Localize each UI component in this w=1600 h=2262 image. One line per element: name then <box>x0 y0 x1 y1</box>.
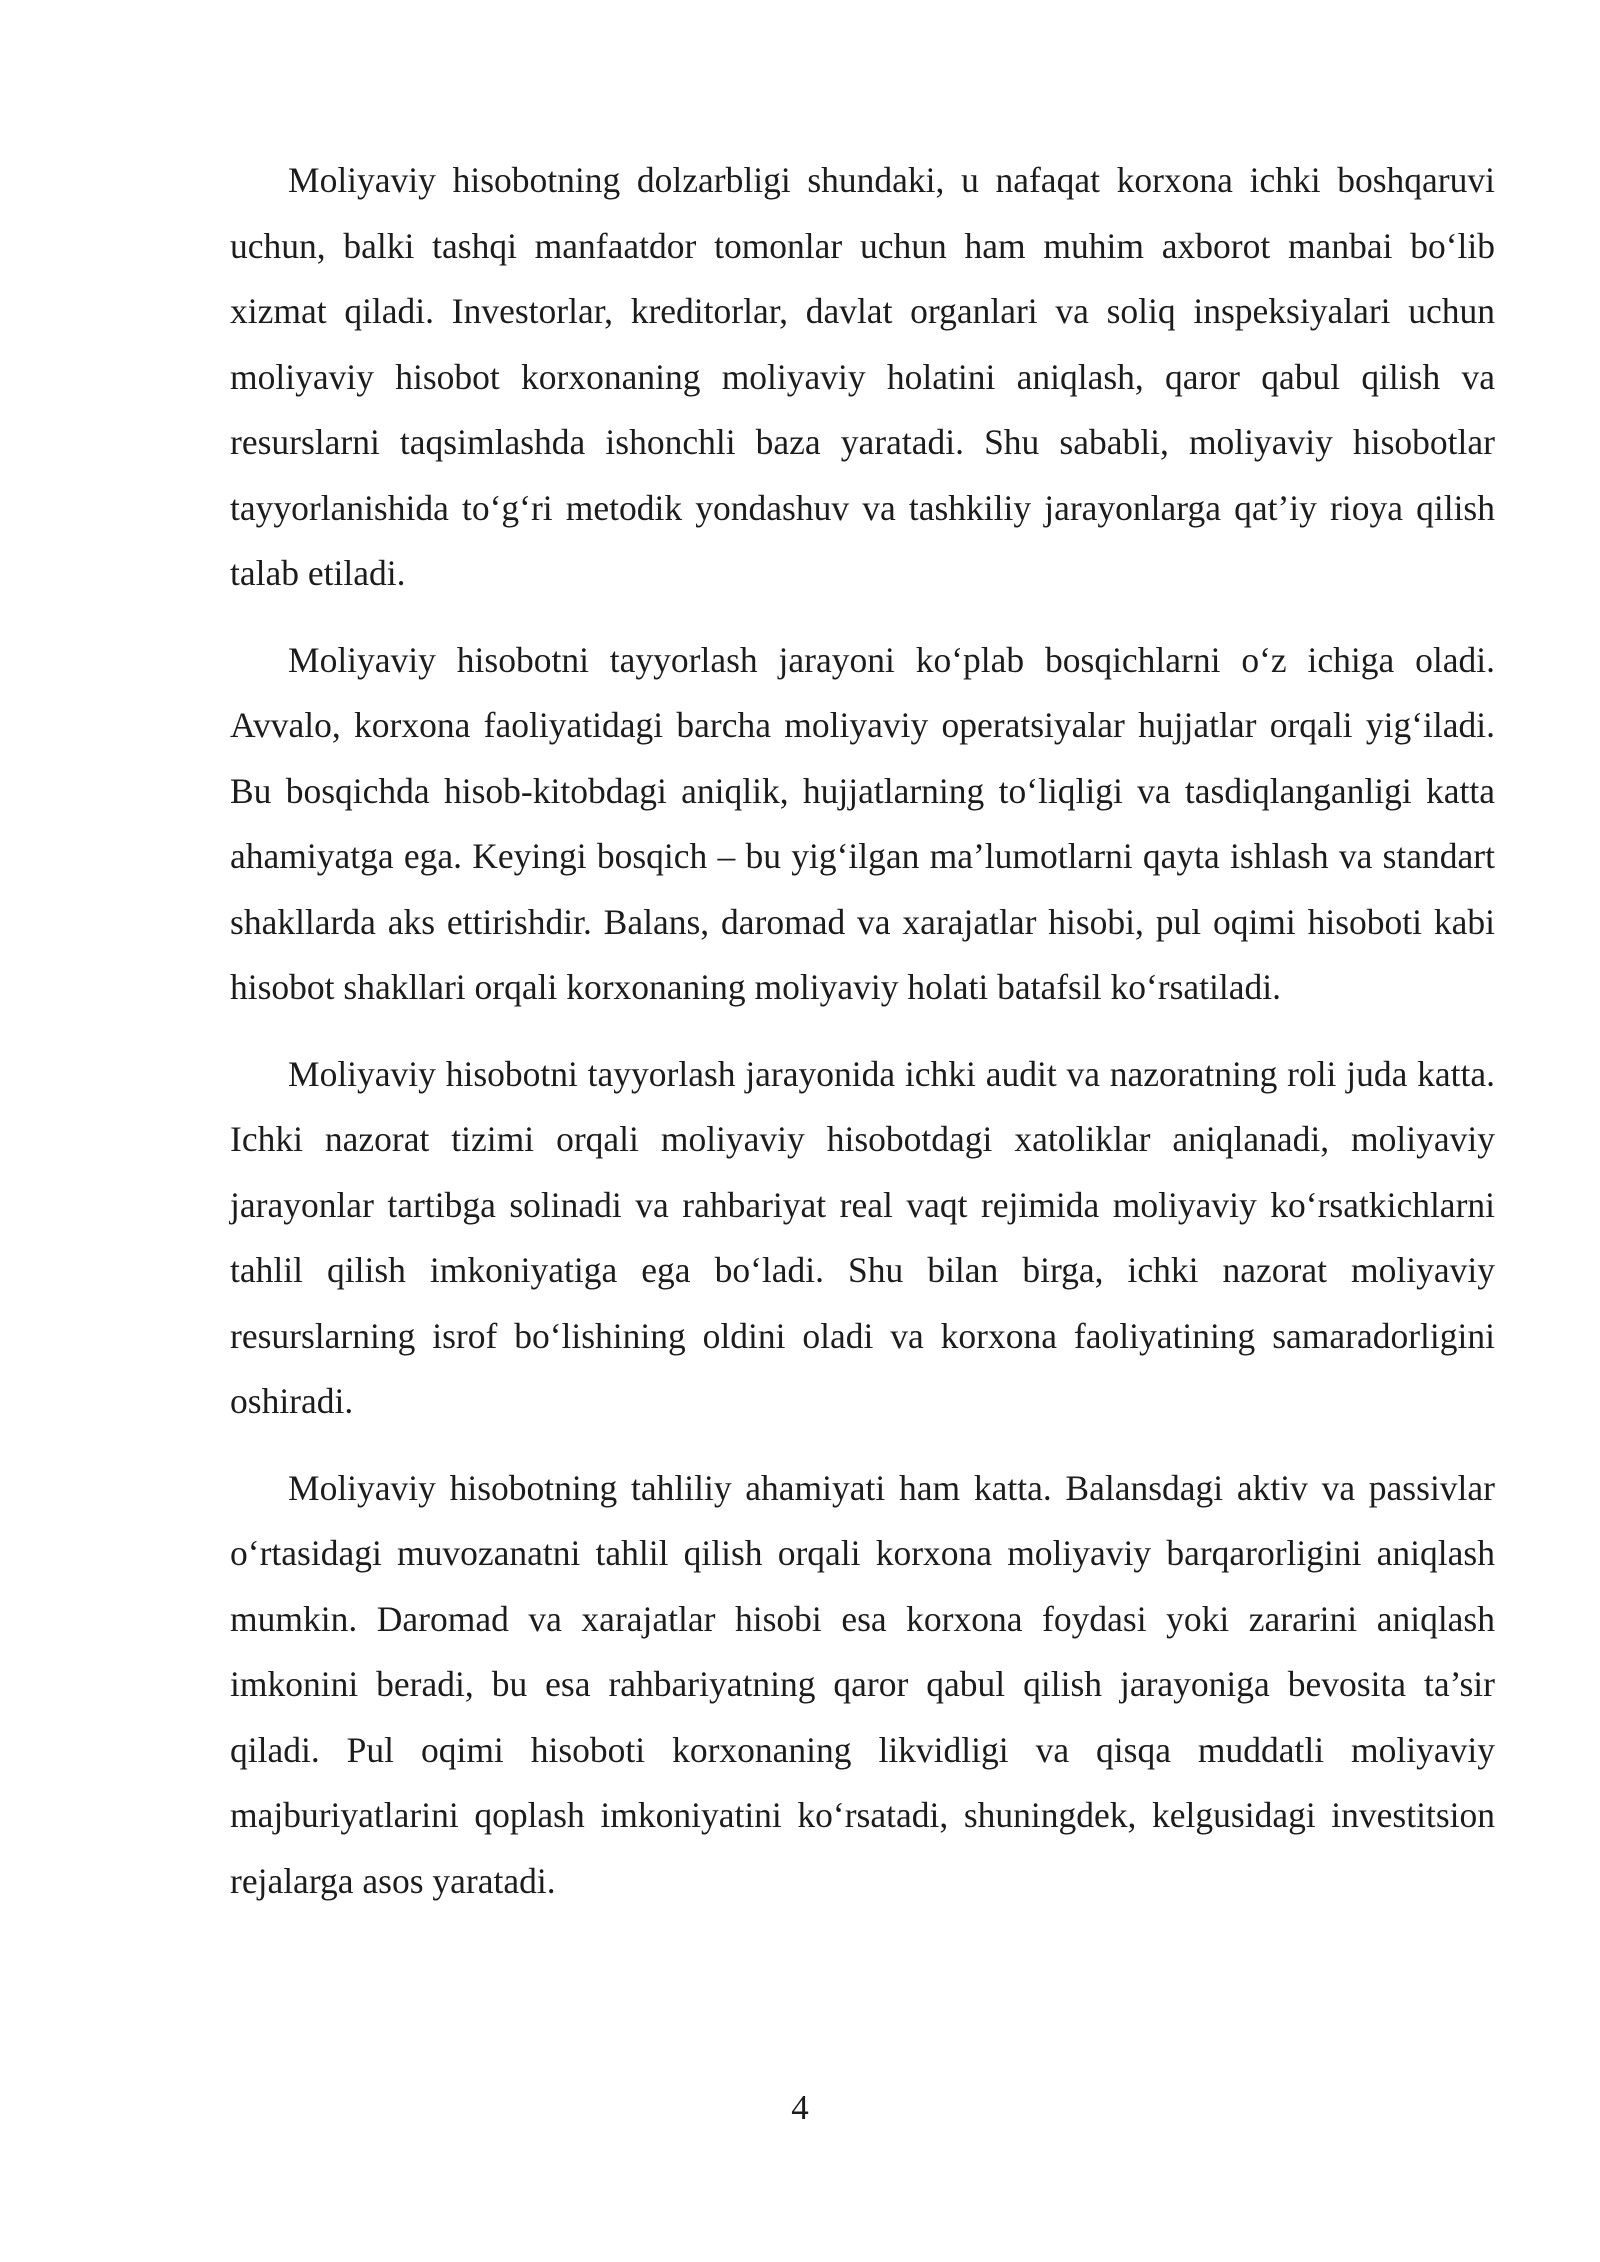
paragraph-2: Moliyaviy hisobotni tayyorlash jarayoni ko‘plab bosqichlarni o‘z ichiga oladi. Avvalo, korxona faoliyatidagi barcha moliyaviy operatsiyalar hujjatlar orqali yig‘iladi. Bu bosqichda hisob-kitobdagi aniqlik, hujjatlarning to‘liqligi va tasdiqlanganligi katta ahamiyatga ega. Keyingi bosqich – bu yig‘ilgan ma’lumotlarni qayta ishlash va standart shakllarda aks ettirishdir. Balans, daromad va xarajatlar hisobi, pul oqimi hisoboti kabi hisobot shakllari orqali korxonaning moliyaviy holati batafsil ko‘rsatiladi. <box>230 639 1495 1007</box>
paragraph-3: Moliyaviy hisobotni tayyorlash jarayonida ichki audit va nazoratning roli juda katta. Ichki nazorat tizimi orqali moliyaviy hisobotdagi xatoliklar aniqlanadi, moliyaviy jarayonlar tartibga solinadi va rahbariyat real vaqt rejimida moliyaviy ko‘rsatkichlarni tahlil qilish imkoniyatiga ega bo‘ladi. Shu bilan birga, ichki nazorat moliyaviy resurslarning isrof bo‘lishining oldini oladi va korxona faoliyatining samaradorligini oshiradi. <box>230 1053 1495 1421</box>
document-body <box>230 148 1495 1935</box>
paragraph-1: Moliyaviy hisobotning dolzarbligi shundaki, u nafaqat korxona ichki boshqaruvi uchun, balki tashqi manfaatdor tomonlar uchun ham muhim axborot manbai bo‘lib xizmat qiladi. Investorlar, kreditorlar, davlat organlari va soliq inspeksiyalari uchun moliyaviy hisobot korxonaning moliyaviy holatini aniqlash, qaror qabul qilish va resurslarni taqsimlashda ishonchli baza yaratadi. Shu sababli, moliyaviy hisobotlar tayyorlanishida to‘g‘ri metodik yondashuv va tashkiliy jarayonlarga qat’iy rioya qilish talab etiladi. <box>230 160 1495 593</box>
page-number: 4 <box>791 2088 809 2127</box>
paragraph-4: Moliyaviy hisobotning tahliliy ahamiyati ham katta. Balansdagi aktiv va passivlar o‘rtasidagi muvozanatni tahlil qilish orqali korxona moliyaviy barqarorligini aniqlash mumkin. Daromad va xarajatlar hisobi esa korxona foydasi yoki zararini aniqlash imkonini beradi, bu esa rahbariyatning qaror qabul qilish jarayoniga bevosita ta’sir qiladi. Pul oqimi hisoboti korxonaning likvidligi va qisqa muddatli moliyaviy majburiyatlarini qoplash imkoniyatini ko‘rsatadi, shuningdek, kelgusidagi investitsion rejalarga asos yaratadi. <box>230 1467 1495 1901</box>
